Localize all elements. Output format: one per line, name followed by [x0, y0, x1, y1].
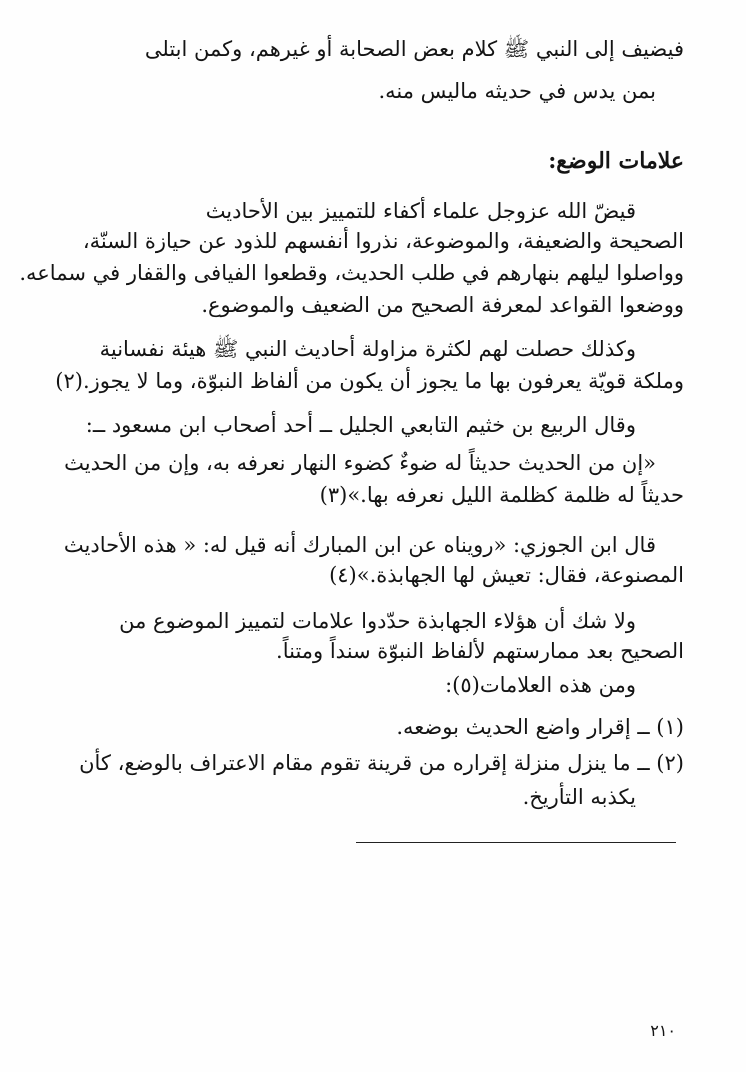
text-line: بمن يدس في حديثه ماليس منه.: [378, 79, 656, 103]
footnote-separator: [356, 842, 676, 843]
text-line: قيضّ الله عزوجل علماء أكفاء للتمييز بين الأحاديث: [205, 199, 636, 223]
text-line: المصنوعة، فقال: تعيش لها الجهابذة.»(٤): [329, 563, 684, 587]
text-line: وملكة قويّة يعرفون بها ما يجوز أن يكون من ألفاظ النبوّة، وما لا يجوز.(٢): [55, 369, 684, 393]
text-line: فيضيف إلى النبي ﷺ كلام بعض الصحابة أو غيرهم، وكمن ابتلى: [144, 37, 684, 61]
text-line: الصحيح بعد ممارستهم لألفاظ النبوّة سنداً ومتناً.: [276, 639, 684, 663]
text-line: قال ابن الجوزي: «رويناه عن ابن المبارك أنه قيل له: « هذه الأحاديث: [63, 533, 656, 557]
list-item-continuation: يكذبه التأريخ.: [522, 785, 636, 809]
section-heading: علامات الوضع:: [548, 148, 684, 174]
list-item: (١) ــ إقرار واضع الحديث بوضعه.: [396, 715, 684, 739]
quote-line: حديثاً له ظلمة كظلمة الليل نعرفه بها.»(٣): [319, 483, 684, 507]
text-line: وكذلك حصلت لهم لكثرة مزاولة أحاديث النبي ﷺ هيئة نفسانية: [99, 337, 636, 361]
list-item: (٢) ــ ما ينزل منزلة إقراره من قرينة تقوم مقام الاعتراف بالوضع، كأن: [79, 751, 684, 775]
text-line: الصحيحة والضعيفة، والموضوعة، نذروا أنفسهم للذود عن حيازة السنّة،: [82, 229, 684, 253]
text-line: ووضعوا القواعد لمعرفة الصحيح من الضعيف والموضوع.: [201, 293, 684, 317]
text-line: ومن هذه العلامات(٥):: [445, 673, 636, 697]
text-line: وقال الربيع بن خثيم التابعي الجليل ــ أحد أصحاب ابن مسعود ــ:: [85, 413, 636, 437]
page-number: ٢١٠: [650, 1021, 676, 1040]
text-line: ولا شك أن هؤلاء الجهابذة حدّدوا علامات لتمييز الموضوع من: [119, 609, 636, 633]
text-line: وواصلوا ليلهم بنهارهم في طلب الحديث، وقطعوا الفيافى والقفار في سماعه.: [19, 261, 684, 285]
quote-line: «إن من الحديث حديثاً له ضوءٌ كضوء النهار نعرفه به، وإن من الحديث: [64, 451, 656, 475]
